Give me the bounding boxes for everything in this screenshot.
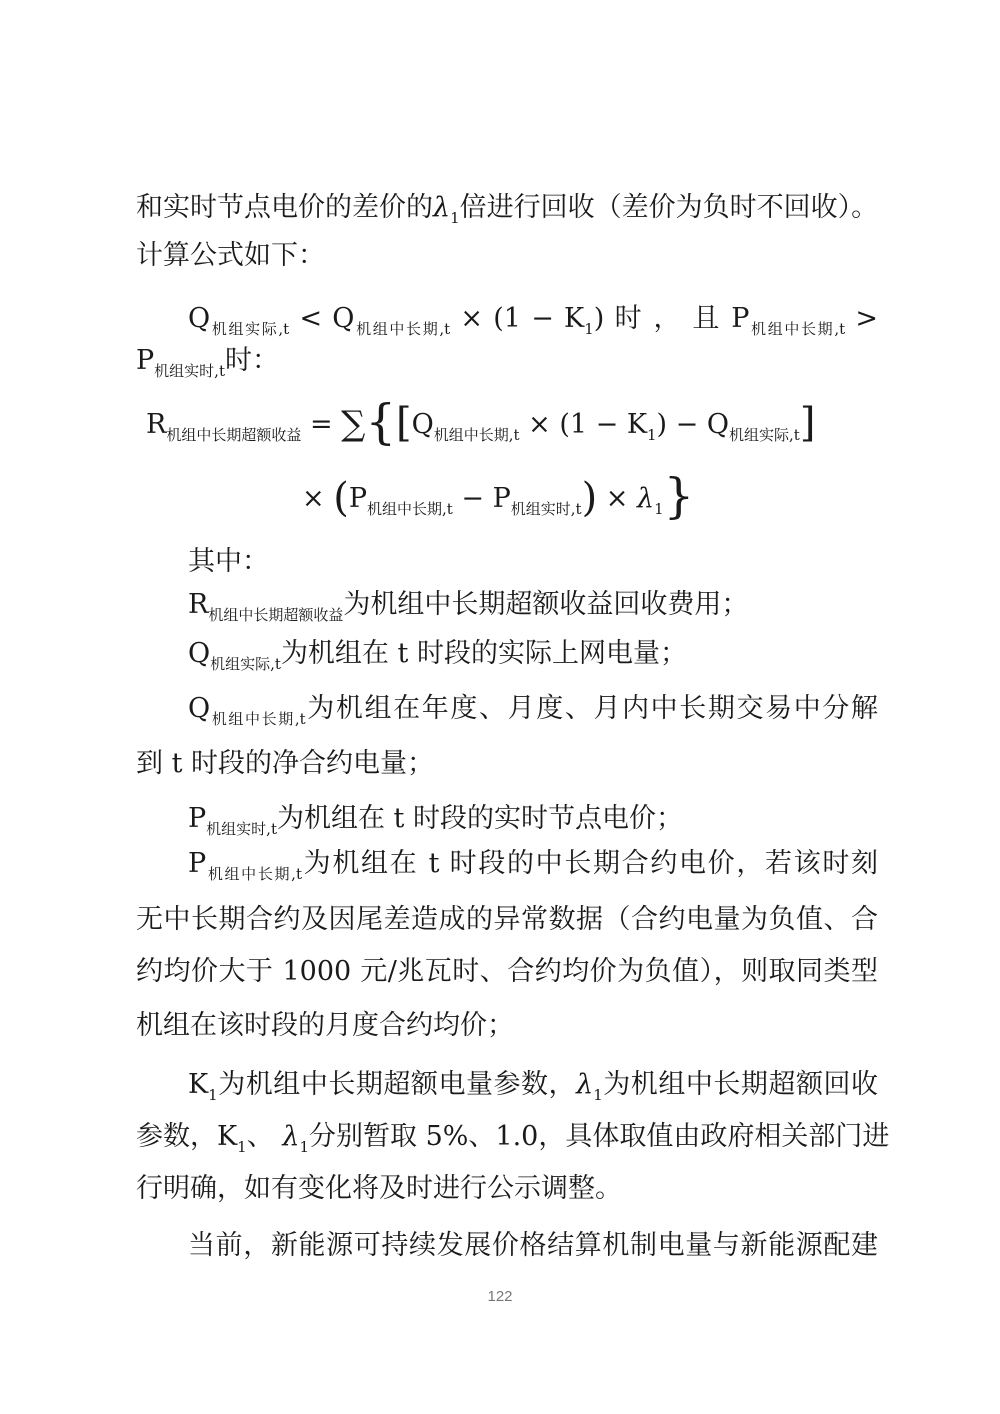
paragraph-line: 和实时节点电价的差价的$\lambda_1$倍进行回收（差价为负时不回收）。 [136,192,879,227]
definition-q-mid-cont: 到 t 时段的净合约电量； [136,748,435,779]
where-label: 其中： [188,546,269,577]
condition-line-2: $P_{机组实时,t}$时： [136,345,279,380]
paragraph-line: 计算公式如下： [136,240,325,271]
formula-line-1: $R_{机组中长期超额收益} = \sum\{[Q_{机组中长期,t} \times (1 - K_1) - Q_{机组实际,t}]$ [146,394,816,450]
lambda-symbol: λ [433,192,451,223]
page-number: 122 [487,1288,513,1305]
parameter-line-3: 行明确，如有变化将及时进行公示调整。 [136,1173,622,1204]
definition-q-mid: $Q_{机组中长期,t}$为机组在年度、月度、月内中长期交易中分解 [188,693,879,728]
formula-line-2: × $(P_{机组中长期,t} - P_{机组实时,t}) \times \lambda_1$} [302,468,695,524]
definition-q-actual: $Q_{机组实际,t}$为机组在 t 时段的实际上网电量； [188,638,687,673]
definition-p-mid: $P_{机组中长期,t}$为机组在 t 时段的中长期合约电价，若该时刻 [188,848,879,883]
condition-line: $Q_{机组实际,t} < Q_{机组中长期,t} \times (1 - K_1)$ 时 ， 且 $P_{机组中长期,t}$ > [188,303,878,338]
parameter-line-1: $K_1$为机组中长期超额电量参数，$\lambda_1$为机组中长期超额回收 [188,1069,879,1104]
definition-p-mid-cont: 机组在该时段的月度合约均价； [136,1010,514,1041]
definition-r: $R_{机组中长期超额收益}$为机组中长期超额收益回收费用； [188,589,749,624]
definition-p-mid-cont: 无中长期合约及因尾差造成的异常数据（合约电量为负值、合 [136,904,878,935]
paragraph-line: 当前，新能源可持续发展价格结算机制电量与新能源配建 [188,1230,878,1261]
definition-p-mid-cont: 约均价大于 1000 元/兆瓦时、合约均价为负值），则取同类型 [136,956,878,987]
parameter-line-2: 参数，$K_1$、 $\lambda_1$分别暂取 5%、1.0，具体取值由政府相关部门进 [136,1121,890,1156]
definition-p-rt: $P_{机组实时,t}$为机组在 t 时段的实时节点电价； [188,803,683,838]
